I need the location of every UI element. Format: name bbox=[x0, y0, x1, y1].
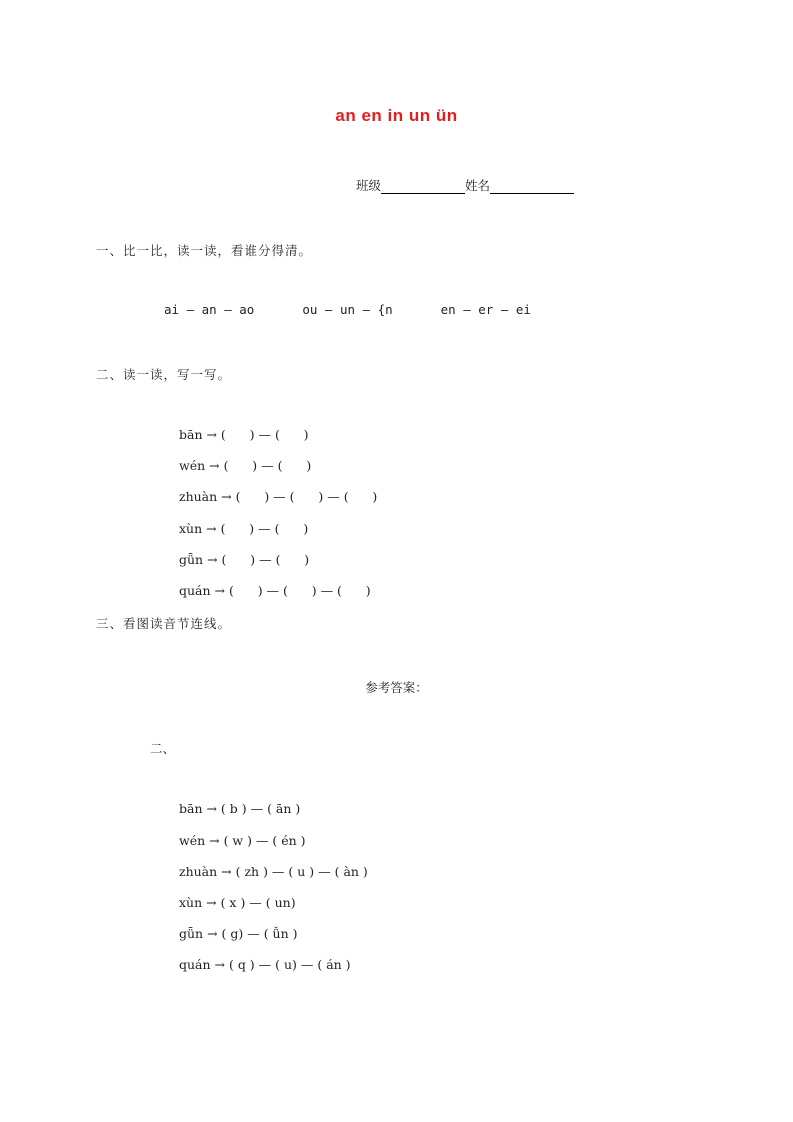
section-1-heading: 一、比一比，读一读，看谁分得清。 bbox=[96, 243, 313, 258]
answers-subheading: 二、 bbox=[150, 741, 176, 756]
answer-row: quán → ( q ) — ( u) — ( án ) bbox=[179, 957, 351, 972]
name-blank bbox=[490, 179, 574, 194]
exercise-row: xùn → ( ) — ( ) bbox=[179, 521, 309, 536]
compare-group: ou — un — {n bbox=[302, 302, 393, 317]
exercise-row: gǖn → ( ) — ( ) bbox=[179, 552, 310, 567]
exercise-row: zhuàn → ( ) — ( ) — ( ) bbox=[179, 489, 378, 504]
answer-row: wén → ( w ) — ( én ) bbox=[179, 833, 306, 848]
answer-row: xùn → ( x ) — ( un) bbox=[179, 895, 296, 910]
section-2-heading: 二、读一读，写一写。 bbox=[96, 367, 232, 382]
compare-group: ai — an — ao bbox=[164, 302, 255, 317]
answer-row: zhuàn → ( zh ) — ( u ) — ( àn ) bbox=[179, 864, 368, 879]
exercise-row: wén → ( ) — ( ) bbox=[179, 458, 312, 473]
class-name-line bbox=[356, 176, 574, 194]
exercise-row: bān → ( ) — ( ) bbox=[179, 427, 309, 442]
answer-row: gǖn → ( g) — ( ǚn ) bbox=[179, 926, 298, 941]
answer-row: bān → ( b ) — ( ān ) bbox=[179, 801, 301, 816]
compare-groups bbox=[164, 302, 579, 317]
compare-group: en — er — ei bbox=[440, 302, 531, 317]
section-3-heading: 三、看图读音节连线。 bbox=[96, 616, 232, 631]
name-label: 姓名 bbox=[465, 178, 491, 193]
answers-heading: 参考答案： bbox=[365, 680, 428, 695]
page-title: an en in un ün bbox=[335, 106, 458, 125]
class-label: 班级 bbox=[356, 178, 382, 193]
exercise-row: quán → ( ) — ( ) — ( ) bbox=[179, 583, 371, 598]
class-blank bbox=[381, 179, 465, 194]
